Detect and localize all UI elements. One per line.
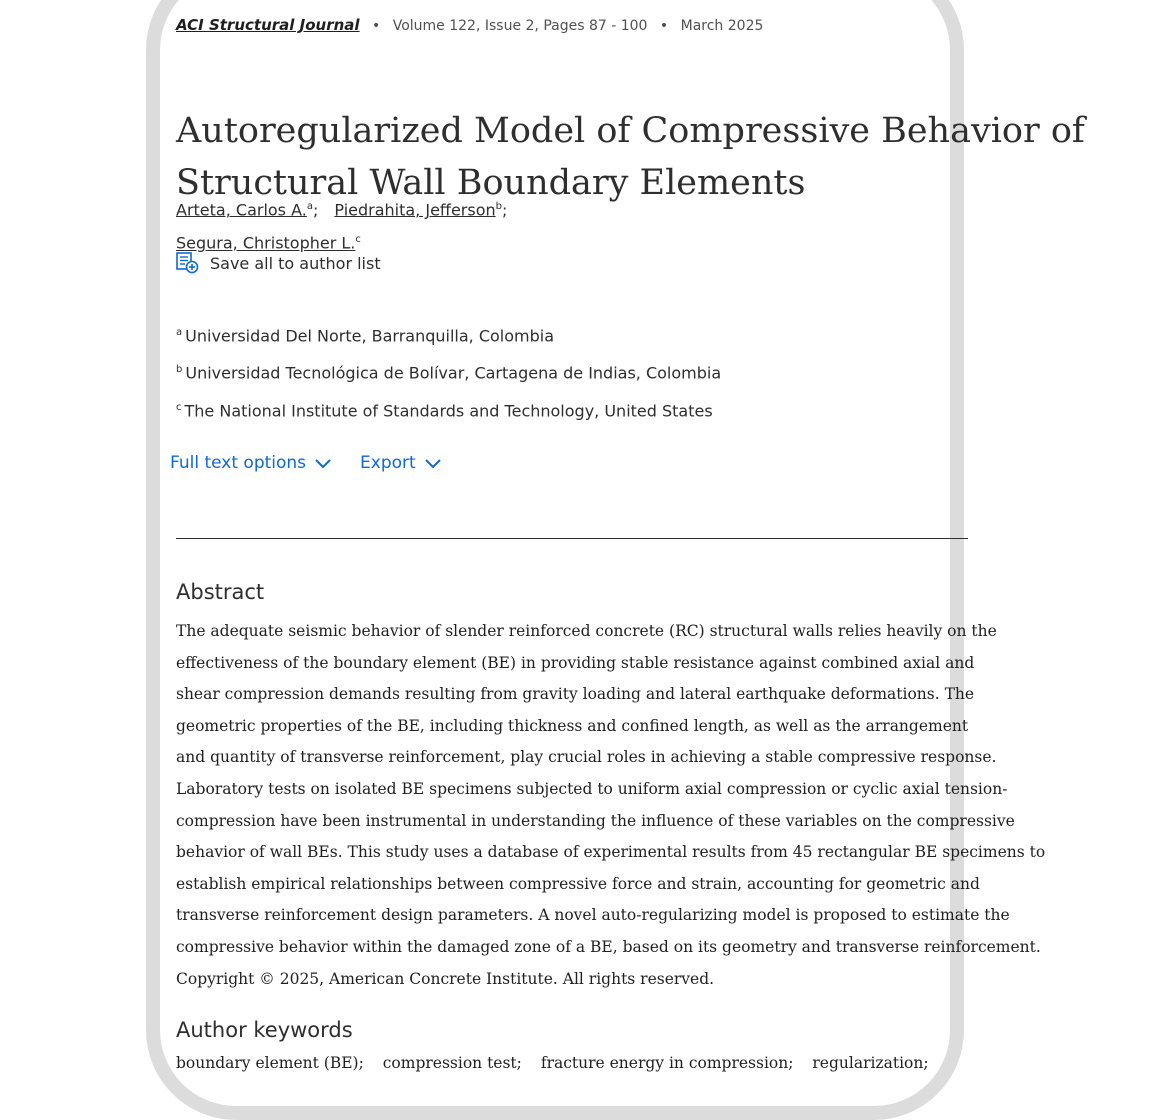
abstract-line: transverse reinforcement design parameters. A novel auto-regularizing model is proposed to estimate the <box>176 906 1010 925</box>
abstract-line: establish empirical relationships between compressive force and strain, accounting for geometric and <box>176 874 980 893</box>
affiliation-item: $^c$ The National Institute of Standards and Technology, United States <box>176 400 713 420</box>
copyright-line: Copyright © 2025, American Concrete Institute. All rights reserved. <box>176 969 715 988</box>
keyword-item: boundary element (BE); <box>176 1054 364 1072</box>
publication-date: March 2025 <box>680 18 764 34</box>
full-text-options-button[interactable] <box>170 453 332 473</box>
author-link[interactable]: Piedrahita, Jefferson <box>334 200 496 220</box>
affiliation-item: $^a$ Universidad Del Norte, Barranquilla, Colombia <box>176 326 555 346</box>
abstract-line: compressive behavior within the damaged zone of a BE, based on its geometry and transverse reinforcement. <box>176 937 1041 956</box>
abstract-line: geometric properties of the BE, including thickness and confined length, as well as the arrangement <box>176 716 969 735</box>
abstract-line: The adequate seismic behavior of slender reinforced concrete (RC) structural walls relies heavily on the <box>176 622 997 640</box>
affiliation-item: $^b$ Universidad Tecnológica de Bolívar, Cartagena de Indias, Colombia <box>176 363 722 383</box>
abstract-line: compression have been instrumental in understanding the influence of these variables on the compressive <box>176 811 1015 830</box>
abstract-line: shear compression demands resulting from gravity loading and lateral earthquake deformations. The <box>176 685 975 704</box>
title-line: Autoregularized Model of Compressive Behavior of <box>176 111 1085 152</box>
chevron-down-icon <box>424 457 442 469</box>
keyword-item: regularization; <box>812 1054 929 1072</box>
publication-meta <box>176 16 763 34</box>
journal-link[interactable]: ACI Structural Journal <box>176 16 360 34</box>
author-affiliation-marker: a <box>306 201 313 212</box>
author-affiliation-marker: b <box>495 201 502 212</box>
title-line: Structural Wall Boundary Elements <box>176 163 806 204</box>
export-button[interactable] <box>360 453 442 473</box>
export-label: Export <box>360 453 416 473</box>
meta-separator: • <box>659 18 669 34</box>
section-divider <box>176 538 968 539</box>
keyword-item: fracture energy in compression; <box>540 1054 794 1072</box>
author-link[interactable]: Segura, Christopher L. <box>176 233 356 253</box>
save-author-list-label: Save all to author list <box>210 253 381 273</box>
volume-info: Volume 122, Issue 2, Pages 87 - 100 <box>392 18 648 34</box>
abstract-line: Laboratory tests on isolated BE specimens subjected to uniform axial compression or cyclic axial tension- <box>176 779 1008 798</box>
full-text-options-label: Full text options <box>170 453 307 473</box>
keyword-item: compression test; <box>382 1054 522 1072</box>
author-list <box>176 192 507 259</box>
abstract-text <box>176 616 1045 995</box>
save-author-list-button[interactable] <box>176 252 381 274</box>
add-to-list-icon <box>176 252 200 274</box>
abstract-heading: Abstract <box>176 580 265 604</box>
author-separator: ; <box>313 200 319 220</box>
affiliation-list <box>176 316 721 428</box>
abstract-line: effectiveness of the boundary element (BE) in providing stable resistance against combined axial and <box>176 653 975 672</box>
keywords-heading: Author keywords <box>176 1018 353 1042</box>
abstract-line: and quantity of transverse reinforcement, play crucial roles in achieving a stable compressive response. <box>176 748 997 767</box>
author-affiliation-marker: c <box>355 234 361 246</box>
abstract-line: behavior of wall BEs. This study uses a database of experimental results from 45 rectangular BE specimens to <box>176 843 1046 862</box>
keyword-list <box>176 1054 943 1072</box>
author-link[interactable]: Arteta, Carlos A. <box>176 200 307 220</box>
chevron-down-icon <box>314 457 332 469</box>
article-actions <box>170 453 442 473</box>
article-page <box>159 0 1085 1080</box>
author-separator: ; <box>501 200 508 220</box>
meta-separator: • <box>372 18 381 34</box>
